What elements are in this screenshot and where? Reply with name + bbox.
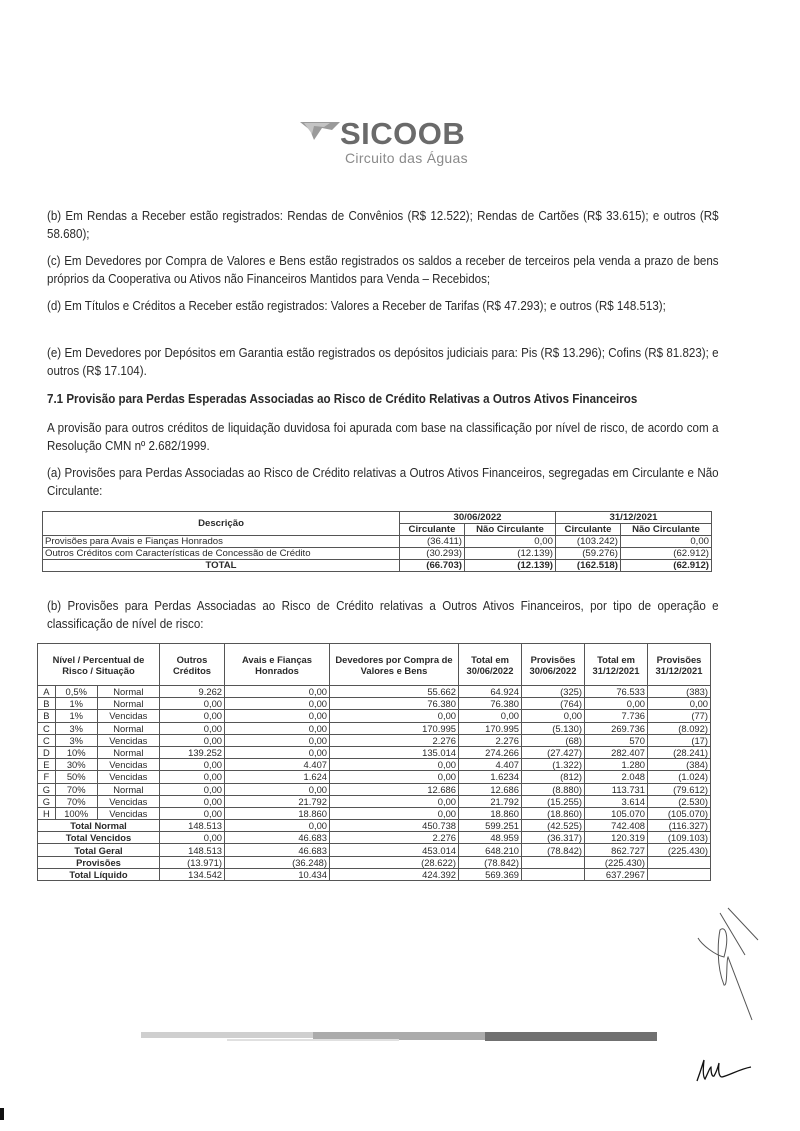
cell-prov21	[648, 856, 711, 868]
risk-level: A	[38, 686, 56, 698]
cell-total22: 569.369	[459, 868, 522, 880]
footer-bar	[141, 1032, 681, 1043]
cell-total21: 120.319	[585, 832, 648, 844]
header-circulante: Circulante	[400, 524, 465, 536]
cell-avais: 0,00	[225, 746, 330, 758]
provisions-current-table	[42, 511, 712, 572]
header-devedores: Devedores por Compra de Valores e Bens	[330, 644, 459, 686]
cell-total-2021: 105.070	[585, 807, 648, 819]
cell-value: (62.912)	[620, 560, 711, 572]
cell-prov21: (109.103)	[648, 832, 711, 844]
brand-subtitle: Circuito das Águas	[345, 150, 468, 166]
cell-value: (36.411)	[400, 536, 465, 548]
cell-devedores: 0,00	[330, 759, 459, 771]
cell-total-2022: 2.276	[459, 734, 522, 746]
cell-provisoes-2022: (68)	[522, 734, 585, 746]
cell-avais: 0,00	[225, 710, 330, 722]
risk-percent: 0,5%	[55, 686, 97, 698]
cell-provisoes-2022: (1.322)	[522, 759, 585, 771]
sicoob-wing-icon	[300, 120, 340, 142]
risk-percent: 30%	[55, 759, 97, 771]
total-row	[38, 868, 711, 880]
row-description: Outros Créditos com Características de Concessão de Crédito	[43, 548, 400, 560]
cell-prov22: (36.317)	[522, 832, 585, 844]
risk-level: C	[38, 734, 56, 746]
cell-total-2021: 1.280	[585, 759, 648, 771]
risk-level: C	[38, 722, 56, 734]
table-row	[38, 807, 711, 819]
cell-avais: 0,00	[225, 722, 330, 734]
cell-devedores: 0,00	[330, 710, 459, 722]
cell-value: (66.703)	[400, 560, 465, 572]
paragraph-d: (d) Em Títulos e Créditos a Receber estão registrados: Valores a Receber de Tarifas (R$ 47.293); e outros (R$ 148.513);	[47, 299, 666, 313]
cell-avais: 0,00	[225, 783, 330, 795]
cell-provisoes-2022: (764)	[522, 698, 585, 710]
cell-devedores: 0,00	[330, 795, 459, 807]
risk-situation: Normal	[97, 722, 159, 734]
cell-avais: 0,00	[225, 820, 330, 832]
footer-bar-segment	[141, 1032, 313, 1038]
risk-level: E	[38, 759, 56, 771]
cell-devedores: 2.276	[330, 734, 459, 746]
cell-prov21	[648, 868, 711, 880]
risk-situation: Normal	[97, 783, 159, 795]
cell-outros-creditos: 0,00	[160, 734, 225, 746]
total-row	[38, 832, 711, 844]
cell-total-2021: 2.048	[585, 771, 648, 783]
cell-avais: 46.683	[225, 832, 330, 844]
paragraph-b: (b) Em Rendas a Receber estão registrados: Rendas de Convênios (R$ 12.522); Rendas de Cartões (R$ 33.615); e outros (R$ 58.680);	[47, 209, 719, 241]
header-provisoes-2021: Provisões 31/12/2021	[648, 644, 711, 686]
cell-total-2022: 170.995	[459, 722, 522, 734]
total-label: Total Normal	[38, 820, 160, 832]
cell-provisoes-2022: (325)	[522, 686, 585, 698]
table-row	[38, 746, 711, 758]
provisions-risk-table	[37, 643, 711, 881]
cell-total-2022: 76.380	[459, 698, 522, 710]
header-avais: Avais e Fianças Honrados	[225, 644, 330, 686]
table-a-caption: (a) Provisões para Perdas Associadas ao Risco de Crédito relativas a Outros Ativos Financeiros, segregadas em Circulante e Não Circulante:	[47, 466, 719, 498]
cell-prov22: (42.525)	[522, 820, 585, 832]
table-row	[38, 686, 711, 698]
cell-outros-creditos: 0,00	[160, 698, 225, 710]
cell-outros-creditos: 0,00	[160, 710, 225, 722]
cell-total21: 742.408	[585, 820, 648, 832]
cell-value: (12.139)	[464, 560, 555, 572]
cell-outros: (13.971)	[160, 856, 225, 868]
cell-prov21: (225.430)	[648, 844, 711, 856]
total-row	[38, 856, 711, 868]
cell-provisoes-2021: (79.612)	[648, 783, 711, 795]
total-label: TOTAL	[43, 560, 400, 572]
footer-bar-segment	[485, 1032, 657, 1041]
cell-total-2022: 1.6234	[459, 771, 522, 783]
cell-outros: 134.542	[160, 868, 225, 880]
cell-avais: 18.860	[225, 807, 330, 819]
risk-situation: Vencidas	[97, 734, 159, 746]
cell-total-2021: 113.731	[585, 783, 648, 795]
cell-devedores: 0,00	[330, 771, 459, 783]
total-row	[38, 820, 711, 832]
header-nao-circulante: Não Circulante	[464, 524, 555, 536]
cell-avais: (36.248)	[225, 856, 330, 868]
cell-value: (30.293)	[400, 548, 465, 560]
risk-level: G	[38, 795, 56, 807]
cell-avais: 0,00	[225, 734, 330, 746]
cell-total21: 862.727	[585, 844, 648, 856]
cell-provisoes-2022: (8.880)	[522, 783, 585, 795]
risk-level: B	[38, 698, 56, 710]
section-title: 7.1 Provisão para Perdas Esperadas Associadas ao Risco de Crédito Relativas a Outros Ativos Financeiros	[47, 392, 638, 406]
cell-avais: 0,00	[225, 686, 330, 698]
cell-provisoes-2021: (383)	[648, 686, 711, 698]
cell-total21: (225.430)	[585, 856, 648, 868]
risk-level: F	[38, 771, 56, 783]
cell-devedores: 2.276	[330, 832, 459, 844]
cell-devedores: 453.014	[330, 844, 459, 856]
cell-value: (162.518)	[555, 560, 620, 572]
cell-value: 0,00	[464, 536, 555, 548]
table-row	[38, 698, 711, 710]
total-row	[43, 560, 712, 572]
cell-outros-creditos: 0,00	[160, 771, 225, 783]
cell-devedores: 0,00	[330, 807, 459, 819]
header-nivel: Nível / Percentual de Risco / Situação	[38, 644, 160, 686]
table-row	[38, 771, 711, 783]
table-b-caption: (b) Provisões para Perdas Associadas ao Risco de Crédito relativas a Outros Ativos Financeiros, por tipo de operação e classificação de nível de risco:	[47, 599, 719, 631]
cell-avais: 46.683	[225, 844, 330, 856]
cell-prov21: (116.327)	[648, 820, 711, 832]
cell-provisoes-2021: (8.092)	[648, 722, 711, 734]
scan-edge-mark	[0, 1108, 4, 1120]
table-row	[38, 722, 711, 734]
risk-level: B	[38, 710, 56, 722]
cell-devedores: 55.662	[330, 686, 459, 698]
cell-value: (12.139)	[464, 548, 555, 560]
table-row	[43, 548, 712, 560]
cell-total-2021: 570	[585, 734, 648, 746]
cell-provisoes-2021: (2.530)	[648, 795, 711, 807]
brand-name: SICOOB	[340, 116, 466, 151]
risk-situation: Vencidas	[97, 759, 159, 771]
section-intro: A provisão para outros créditos de liquidação duvidosa foi apurada com base na classificação por nível de risco, de acordo com a Resolução CMN nº 2.682/1999.	[47, 421, 719, 453]
header-total-2022: Total em 30/06/2022	[459, 644, 522, 686]
risk-situation: Vencidas	[97, 710, 159, 722]
cell-avais: 4.407	[225, 759, 330, 771]
cell-devedores: (28.622)	[330, 856, 459, 868]
table-row	[38, 710, 711, 722]
cell-devedores: 424.392	[330, 868, 459, 880]
cell-provisoes-2022: (15.255)	[522, 795, 585, 807]
cell-prov22	[522, 868, 585, 880]
cell-devedores: 450.738	[330, 820, 459, 832]
cell-avais: 1.624	[225, 771, 330, 783]
cell-outros-creditos: 0,00	[160, 807, 225, 819]
risk-situation: Normal	[97, 686, 159, 698]
risk-situation: Vencidas	[97, 771, 159, 783]
row-description: Provisões para Avais e Fianças Honrados	[43, 536, 400, 548]
cell-outros-creditos: 0,00	[160, 783, 225, 795]
risk-percent: 70%	[55, 795, 97, 807]
cell-total22: 648.210	[459, 844, 522, 856]
cell-provisoes-2021: 0,00	[648, 698, 711, 710]
cell-outros: 148.513	[160, 820, 225, 832]
cell-outros-creditos: 0,00	[160, 722, 225, 734]
risk-situation: Vencidas	[97, 795, 159, 807]
cell-outros-creditos: 139.252	[160, 746, 225, 758]
cell-avais: 10.434	[225, 868, 330, 880]
cell-total-2021: 3.614	[585, 795, 648, 807]
cell-prov22	[522, 856, 585, 868]
header-nao-circulante: Não Circulante	[620, 524, 711, 536]
cell-provisoes-2021: (384)	[648, 759, 711, 771]
risk-situation: Normal	[97, 746, 159, 758]
cell-total21: 637.2967	[585, 868, 648, 880]
risk-percent: 100%	[55, 807, 97, 819]
risk-percent: 3%	[55, 722, 97, 734]
cell-provisoes-2021: (17)	[648, 734, 711, 746]
cell-provisoes-2021: (1.024)	[648, 771, 711, 783]
risk-percent: 50%	[55, 771, 97, 783]
header-provisoes-2022: Provisões 30/06/2022	[522, 644, 585, 686]
cell-devedores: 135.014	[330, 746, 459, 758]
cell-provisoes-2022: 0,00	[522, 710, 585, 722]
cell-devedores: 12.686	[330, 783, 459, 795]
risk-level: H	[38, 807, 56, 819]
paragraph-c: (c) Em Devedores por Compra de Valores e Bens estão registrados os saldos a receber de terceiros pela venda a prazo de bens próprios da Cooperativa ou Ativos não Financeiros Mantidos para Venda – Recebidos;	[47, 254, 719, 286]
table-row	[43, 536, 712, 548]
risk-level: D	[38, 746, 56, 758]
cell-total-2021: 76.533	[585, 686, 648, 698]
risk-percent: 10%	[55, 746, 97, 758]
table-row	[38, 795, 711, 807]
cell-outros: 148.513	[160, 844, 225, 856]
cell-provisoes-2021: (77)	[648, 710, 711, 722]
risk-percent: 1%	[55, 710, 97, 722]
header-period-2021: 31/12/2021	[555, 512, 711, 524]
total-label: Provisões	[38, 856, 160, 868]
cell-total-2022: 64.924	[459, 686, 522, 698]
cell-provisoes-2021: (105.070)	[648, 807, 711, 819]
cell-total-2022: 0,00	[459, 710, 522, 722]
cell-avais: 21.792	[225, 795, 330, 807]
header-total-2021: Total em 31/12/2021	[585, 644, 648, 686]
risk-percent: 1%	[55, 698, 97, 710]
table-row	[38, 783, 711, 795]
cell-total22: 48.959	[459, 832, 522, 844]
cell-devedores: 170.995	[330, 722, 459, 734]
risk-situation: Vencidas	[97, 807, 159, 819]
table-row	[38, 759, 711, 771]
cell-total-2022: 274.266	[459, 746, 522, 758]
cell-value: 0,00	[620, 536, 711, 548]
cell-outros-creditos: 0,00	[160, 795, 225, 807]
cell-total-2022: 18.860	[459, 807, 522, 819]
risk-level: G	[38, 783, 56, 795]
sicoob-logo	[300, 116, 500, 168]
cell-provisoes-2021: (28.241)	[648, 746, 711, 758]
footer-bar-segment	[227, 1039, 399, 1041]
cell-total-2021: 7.736	[585, 710, 648, 722]
cell-outros: 0,00	[160, 832, 225, 844]
header-descricao: Descrição	[43, 512, 400, 536]
cell-value: (59.276)	[555, 548, 620, 560]
cell-prov22: (78.842)	[522, 844, 585, 856]
cell-provisoes-2022: (812)	[522, 771, 585, 783]
cell-devedores: 76.380	[330, 698, 459, 710]
total-label: Total Vencidos	[38, 832, 160, 844]
cell-outros-creditos: 0,00	[160, 759, 225, 771]
risk-percent: 70%	[55, 783, 97, 795]
cell-total22: 599.251	[459, 820, 522, 832]
cell-value: (103.242)	[555, 536, 620, 548]
initials-icon	[695, 1055, 765, 1085]
cell-total-2021: 269.736	[585, 722, 648, 734]
cell-provisoes-2022: (5.130)	[522, 722, 585, 734]
cell-total-2021: 0,00	[585, 698, 648, 710]
header-circulante: Circulante	[555, 524, 620, 536]
cell-avais: 0,00	[225, 698, 330, 710]
risk-situation: Normal	[97, 698, 159, 710]
total-label: Total Líquido	[38, 868, 160, 880]
cell-total-2021: 282.407	[585, 746, 648, 758]
cell-total22: (78.842)	[459, 856, 522, 868]
risk-percent: 3%	[55, 734, 97, 746]
total-row	[38, 844, 711, 856]
cell-total-2022: 12.686	[459, 783, 522, 795]
cell-value: (62.912)	[620, 548, 711, 560]
header-period-2022: 30/06/2022	[400, 512, 556, 524]
cell-provisoes-2022: (18.860)	[522, 807, 585, 819]
cell-provisoes-2022: (27.427)	[522, 746, 585, 758]
paragraph-e: (e) Em Devedores por Depósitos em Garantia estão registrados os depósitos judiciais para: Pis (R$ 13.296); Cofins (R$ 81.823); e outros (R$ 17.104).	[47, 346, 719, 378]
signature-icon	[690, 905, 800, 1025]
total-label: Total Geral	[38, 844, 160, 856]
cell-outros-creditos: 9.262	[160, 686, 225, 698]
table-row	[38, 734, 711, 746]
cell-total-2022: 21.792	[459, 795, 522, 807]
cell-total-2022: 4.407	[459, 759, 522, 771]
header-outros-creditos: Outros Créditos	[160, 644, 225, 686]
